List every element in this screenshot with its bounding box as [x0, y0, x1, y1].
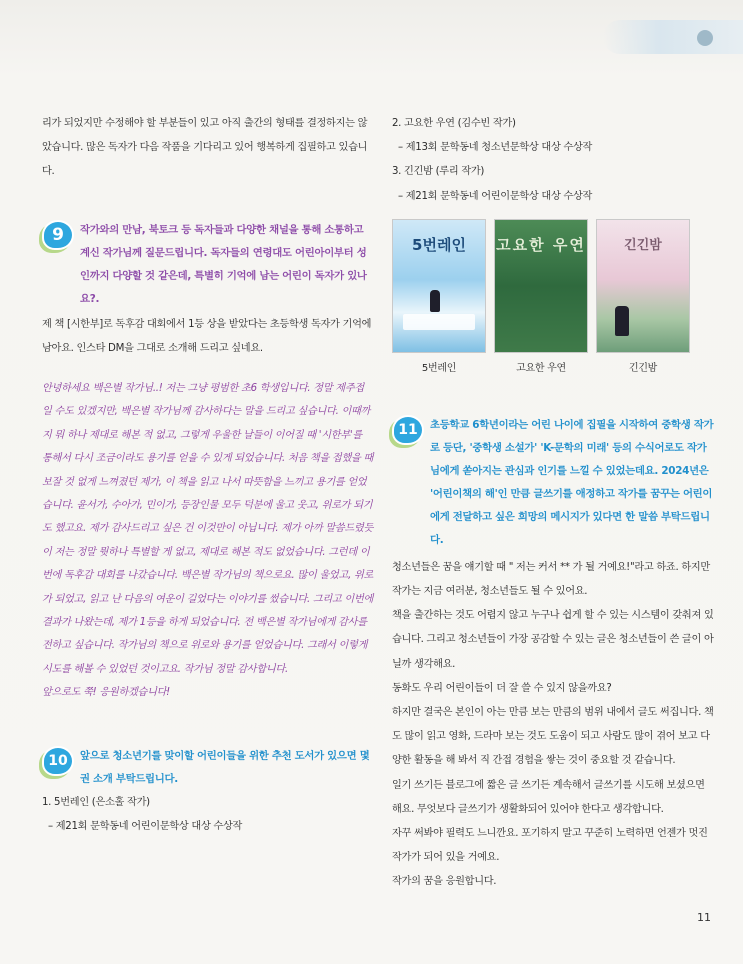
question-10	[42, 745, 374, 791]
question-11	[392, 414, 714, 552]
page-number: 11	[697, 911, 711, 924]
recommendations-continued	[392, 112, 714, 209]
answer-9-text: 제 책 [시한부]로 독후감 대회에서 1등 상을 받았다는 초등학생 독자가 기억에 남아요. 인스타 DM을 그대로 소개해 드리고 싶네요.	[42, 318, 372, 354]
answer-11-paragraph: 작가의 꿈을 응원합니다.	[392, 876, 497, 888]
answer-11-paragraph: 동화도 우리 어린이들이 더 잘 쓸 수 있지 않을까요?	[392, 682, 612, 694]
answer-11-paragraph: 청소년들은 꿈을 얘기할 때 " 저는 커서 ** 가 될 거예요!"라고 하죠. 하지만 작가는 지금 여러분, 청소년들도 될 수 있어요.	[392, 561, 710, 598]
cover-title: 고요한 우연	[496, 235, 586, 254]
answer-11-paragraph: 책을 출간하는 것도 어렵지 않고 누구나 쉽게 할 수 있는 시스템이 갖춰져 있습니다. 그리고 청소년들이 가장 공감할 수 있는 글은 청소년들이 쓴 글이 아닐까 생각해요.	[392, 610, 714, 670]
answer-11-paragraph: 일기 쓰기든 블로그에 짧은 글 쓰기든 계속해서 글쓰기를 시도해 보셨으면 해요. 무엇보다 글쓰기가 생활화되어 있어야 한다고 생각합니다.	[392, 779, 705, 815]
reader-letter-closing: 앞으로도 쭉! 응원하겠습니다!	[42, 687, 170, 699]
question-10-text: 앞으로 청소년기를 맞이할 어린이들을 위한 추천 도서가 있으면 몇 권 소개 부탁드립니다.	[80, 749, 370, 785]
intro-text: 리가 되었지만 수정해야 할 부분들이 있고 아직 출간의 형태를 결정하지는 않았습니다. 많은 독자가 다음 작품을 기다리고 있어 행복하게 집필하고 있습니다.	[42, 118, 368, 178]
recommendation-3: 3. 긴긴밤 (루리 작가)	[392, 166, 485, 178]
left-column	[42, 112, 374, 839]
right-column	[392, 112, 714, 895]
cover-title: 5번레인	[412, 235, 466, 254]
recommendation-1: 1. 5번레인 (은소홀 작가)	[42, 796, 150, 808]
question-11-text: 초등학교 6학년이라는 어린 나이에 집필을 시작하여 중학생 작가로 등단, '중학생 소설가' 'K-문학의 미래' 등의 수식어로도 작가님에게 쏟아지는 관심과 인기를 느낄 수 있었는데요. 2024년은 '어린이책의 해'인 만큼 글쓰기를 애정하고 작가를 꿈꾸는 어린이에게 전달하고 싶은 희망의 메시지가 있다면 한 말씀 부탁드립니다.	[430, 418, 714, 546]
swimmer-figure-icon	[430, 290, 440, 312]
answer-9	[42, 313, 374, 361]
book-caption: 5번레인	[421, 362, 457, 374]
intro-paragraph	[42, 112, 374, 185]
book-covers	[392, 219, 714, 374]
question-number-badge: 11	[392, 415, 424, 445]
award-band	[403, 314, 475, 330]
question-9	[42, 219, 374, 311]
book-cover-image	[392, 219, 486, 353]
animal-figure-icon	[615, 306, 629, 336]
book-caption: 고요한 우연	[516, 362, 566, 374]
answer-11	[392, 556, 714, 895]
book-long-night	[596, 219, 690, 374]
answer-10	[42, 791, 374, 839]
book-cover-image	[494, 219, 588, 353]
book-cover-image	[596, 219, 690, 353]
question-9-text: 작가와의 만남, 북토크 등 독자들과 다양한 채널을 통해 소통하고 계신 작가님께 질문드립니다. 독자들의 연령대도 어린아이부터 성인까지 다양할 것 같은데, 특별히 기억에 남는 어린이 독자가 있나요?.	[80, 223, 367, 305]
answer-11-paragraph: 자꾸 써봐야 필력도 느니깐요. 포기하지 말고 꾸준히 노력하면 언젠가 멋진 작가가 되어 있을 거예요.	[392, 828, 708, 864]
question-number-badge: 9	[42, 220, 74, 250]
header-dot-icon	[697, 30, 713, 46]
reader-letter	[42, 377, 374, 705]
recommendation-2: 2. 고요한 우연 (김수빈 작가)	[392, 118, 516, 129]
book-caption: 긴긴밤	[628, 362, 658, 374]
cover-title: 긴긴밤	[624, 237, 662, 253]
header-tab-decoration	[603, 20, 743, 54]
recommendation-1-award: – 제21회 문학동네 어린이문학상 대상 수상작	[48, 820, 243, 832]
question-number-badge: 10	[42, 746, 74, 776]
recommendation-3-award: – 제21회 문학동네 어린이문학상 대상 수상작	[398, 190, 593, 202]
book-quiet-chance	[494, 219, 588, 374]
book-5-lane	[392, 219, 486, 374]
reader-letter-text: 안녕하세요 백은별 작가님..! 저는 그냥 평범한 초6 학생입니다. 정말 제주접 일 수도 있겠지만, 백은별 작가님께 감사하다는 말을 드리고 싶습니다. 이때까지 뭐 하나 제대로 해본 적 없고, 그렇게 우울한 날들이 이어질 때 '시한부'를 통해서 다시 조금이라도 용기를 얻을 수 있게 되었습니다. 처음 책을 접했을 때 보잘 것 없게 느껴졌던 제가, 이 책을 읽고 나서 따뜻함을 느끼고 용기를 얻었습니다. 윤서가, 수아가, 민이가, 등장인물 모두 덕분에 울고 웃고, 위로가 되기도 했고요. 제가 감사드리고 싶은 건 이것만이 아닙니다. 제가 아까 말씀드렸듯이 저는 정말 뭣하나 특별할 게 없고, 제대로 해본 적도 없었습니다. 그런데 이번에 독후감 대회를 나갔습니다. 백은별 작가님의 책으로요. 많이 울었고, 위로가 되었고, 읽고 난 다음의 여운이 길었다는 이야기를 썼습니다. 그리고 이번에 결과가 나왔는데, 제가 1등을 하게 되었습니다. 전 백은별 작가님에게 감사를 전하고 싶습니다. 작가님의 책으로 위로와 용기를 얻었습니다. 그래서 이렇게 시도를 해볼 수 있었던 것이고요. 작가님 정말 감사합니다.	[42, 383, 374, 675]
answer-11-paragraph: 하지만 결국은 본인이 아는 만큼 보는 만큼의 범위 내에서 글도 써집니다. 책도 많이 읽고 영화, 드라마 보는 것도 도움이 되고 사람도 많이 겪어 보고 다양한 활동을 해 봐서 직 간접 경험을 쌓는 것이 중요할 것 같습니다.	[392, 707, 714, 767]
recommendation-2-award: – 제13회 문학동네 청소년문학상 대상 수상작	[398, 142, 593, 154]
